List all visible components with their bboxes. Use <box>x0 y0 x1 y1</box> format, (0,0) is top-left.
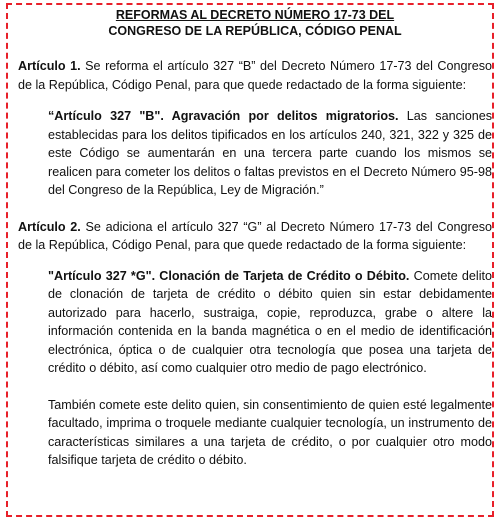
title-line-1: REFORMAS AL DECRETO NÚMERO 17-73 DEL <box>115 8 395 22</box>
article-1-paragraph <box>18 57 492 94</box>
article-2-label: Artículo 2. <box>18 219 81 234</box>
article-1-text: Se reforma el artículo 327 “B” del Decreto Número 17-73 del Congreso de la República, Código Penal, para que quede redactado de la forma siguiente: <box>18 59 492 92</box>
quote-2-paragraph-2: También comete este delito quien, sin consentimiento de quien esté legalmente facultado, imprima o troquele mediante cualquier tecnología, un instrumento de características similares a una tarjeta de crédito, o por cualquier otro modo falsifique tarjeta de crédito o débito. <box>48 397 492 467</box>
document-frame <box>6 3 494 517</box>
document-page <box>18 5 492 470</box>
quote-1-paragraph <box>48 107 492 200</box>
quote-1-text: Las sanciones establecidas para los delitos tipificados en los artículos 240, 321, 322 y 325 de este Código se aumentarán en una tercera parte cuando los mismos se realicen para cometer los delitos o faltas previstos en el Decreto Número 95-98 del Congreso de la República, Ley de Migración.” <box>48 109 493 197</box>
quote-2-heading: "Artículo 327 *G". Clonación de Tarjeta de Crédito o Débito. <box>48 268 410 283</box>
quote-2-paragraph <box>48 267 492 378</box>
article-2-paragraph <box>18 218 492 255</box>
document-title <box>18 5 492 39</box>
quote-1-heading: “Artículo 327 "B". Agravación por delitos migratorios. <box>48 109 399 123</box>
title-line-2: CONGRESO DE LA REPÚBLICA, CÓDIGO PENAL <box>108 24 402 38</box>
article-1-label: Artículo 1. <box>18 59 81 73</box>
article-2-text: Se adiciona el artículo 327 “G” al Decreto Número 17-73 del Congreso de la República, Código Penal, para que quede redactado de la forma siguiente: <box>18 219 492 252</box>
quote-2-text: Comete delito de clonación de tarjeta de crédito o débito quien sin estar debidamente autorizado para hacerlo, sustraiga, copie, reproduzca, grabe o altere la información contenida en la banda magnética o en el medio de identificación electrónica, óptica o de cualquier otra tecnología que posea una tarjeta de crédito o débito, así como cualquier otro medio de pago electrónico. <box>48 268 493 375</box>
